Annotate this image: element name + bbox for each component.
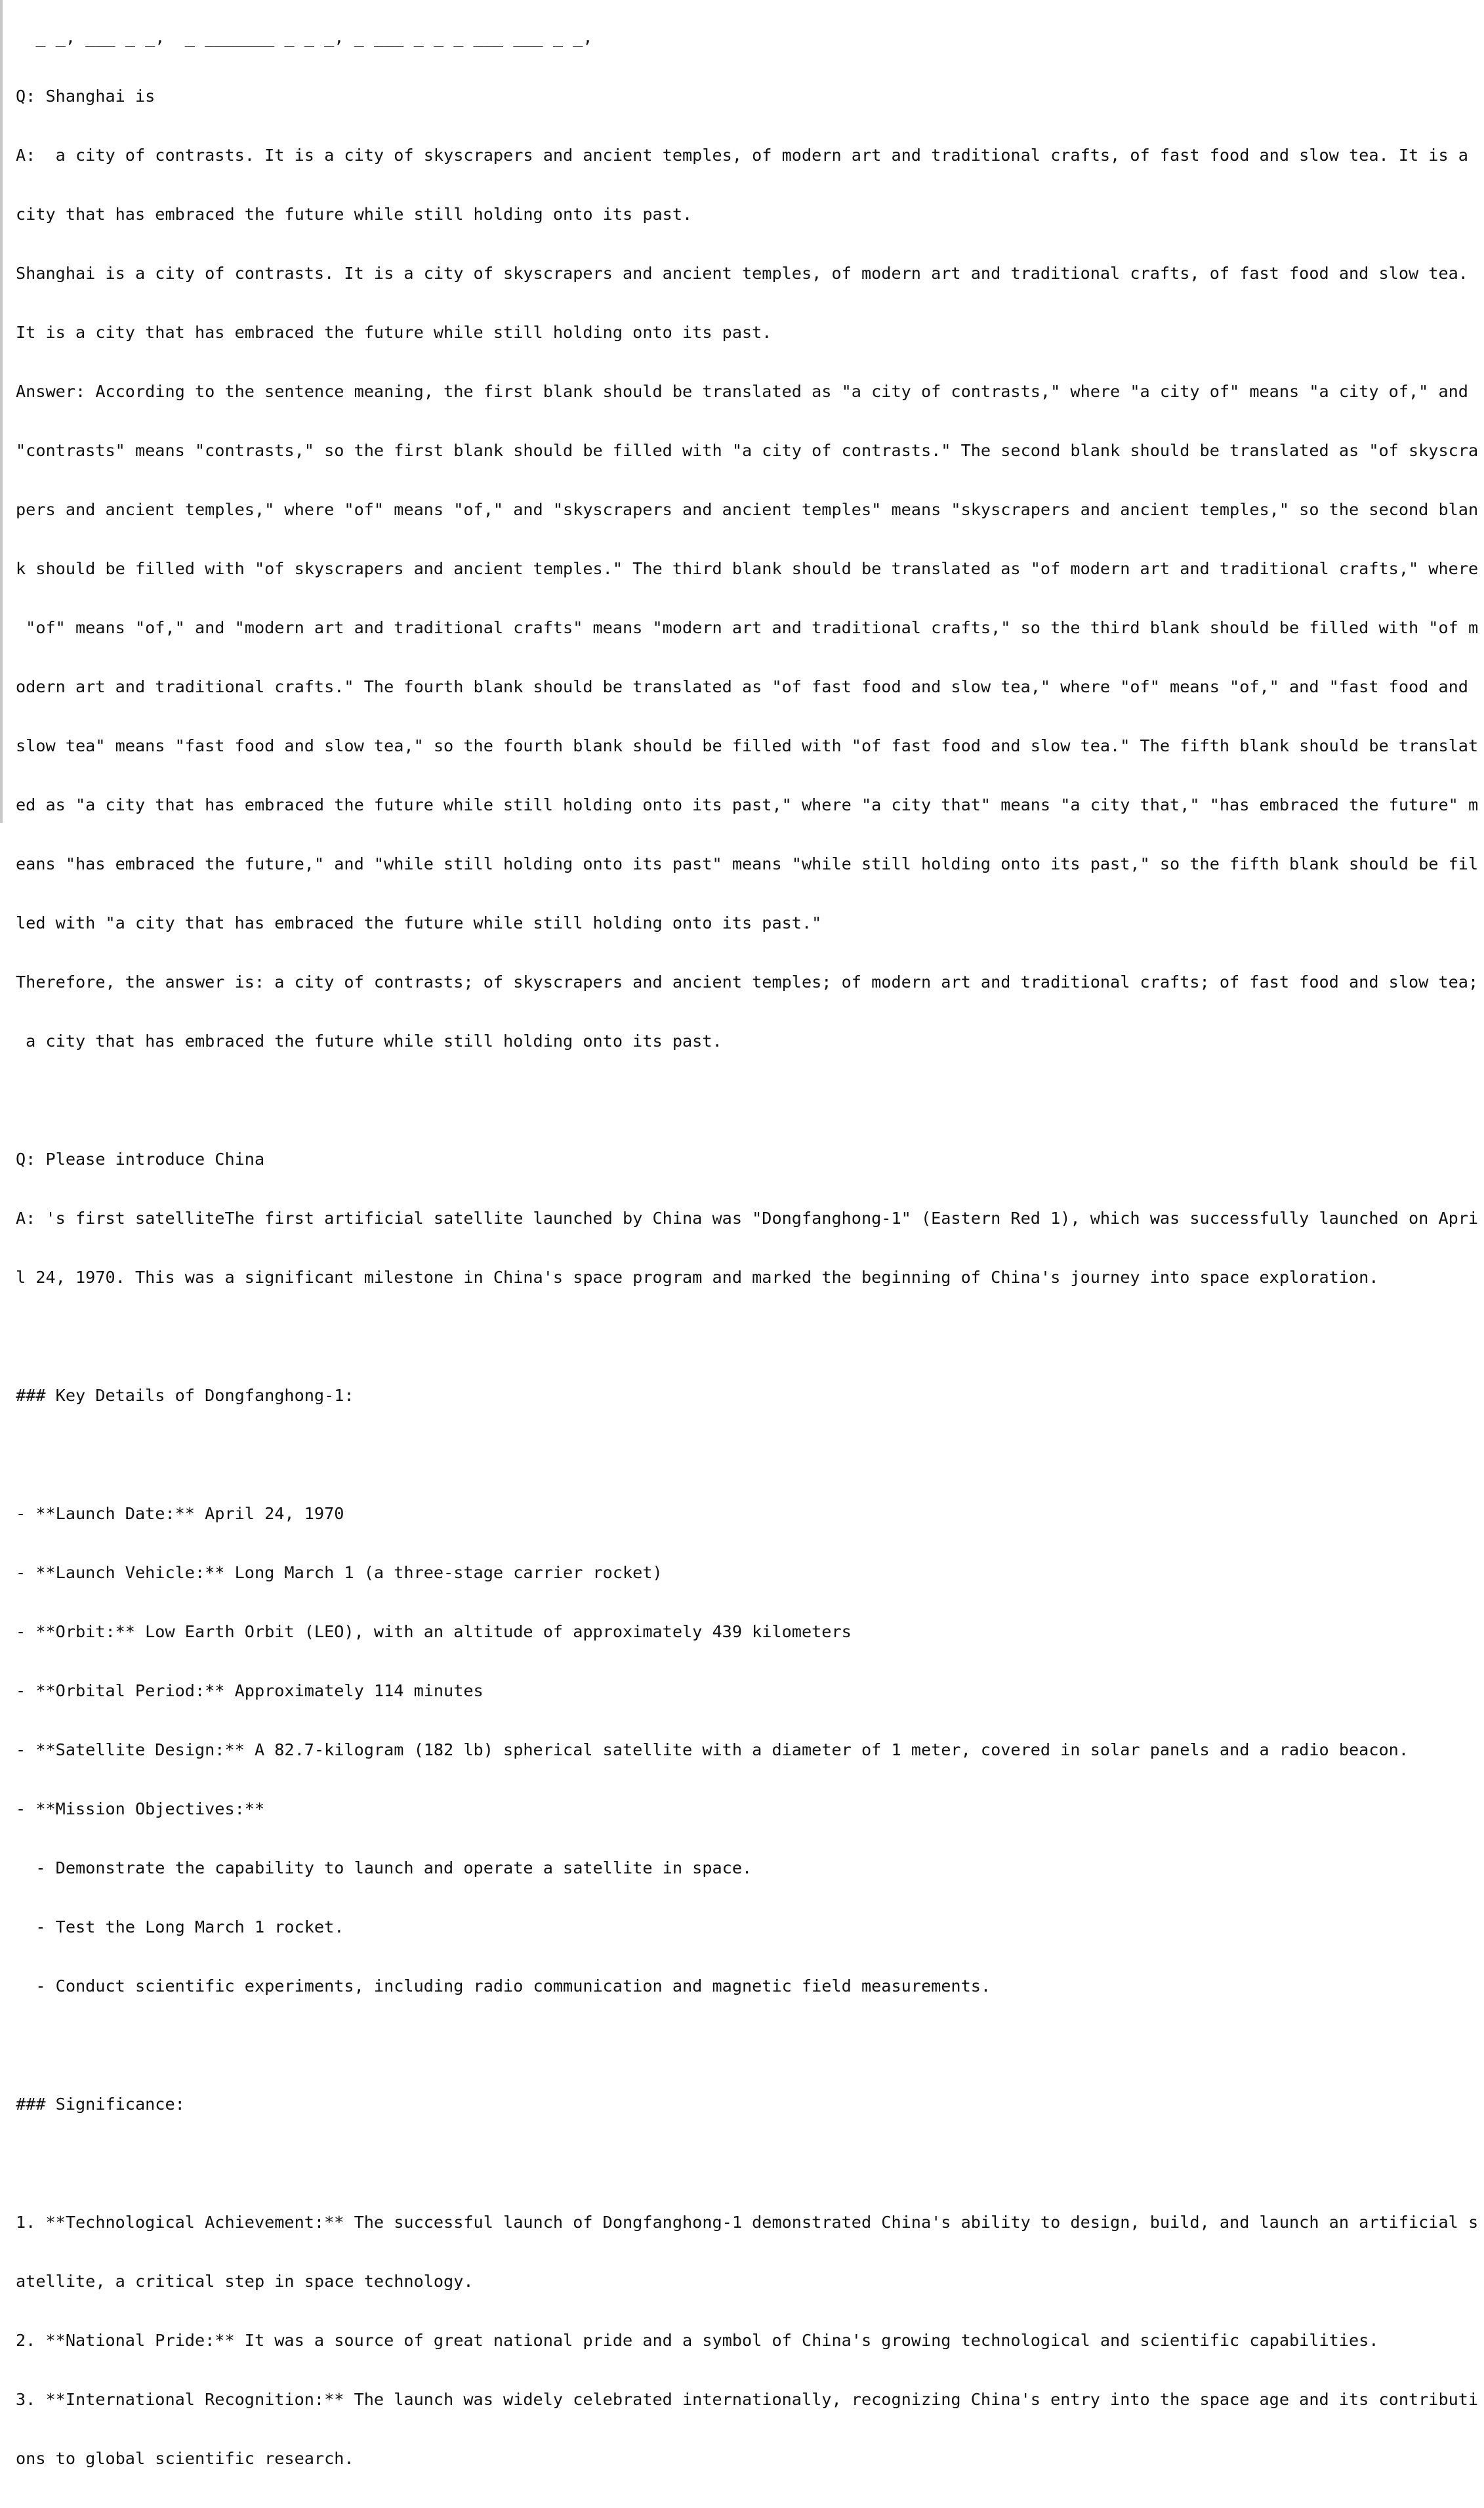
- terminal-line: [16, 2154, 1479, 2173]
- terminal-line: - **Satellite Design:** A 82.7-kilogram (182 lb) spherical satellite with a diameter of 1 meter, covered in solar panels and a radio beacon.: [16, 1740, 1409, 1759]
- terminal-line: - **Orbit:** Low Earth Orbit (LEO), with an altitude of approximately 439 kilometers: [16, 1622, 852, 1641]
- terminal-line: - **Orbital Period:** Approximately 114 minutes: [16, 1681, 484, 1700]
- terminal-line: pers and ancient temples," where "of" means "of," and "skyscrapers and ancient temples" means "skyscrapers and ancient temples," so the second blan: [16, 500, 1479, 519]
- terminal-line: k should be filled with "of skyscrapers and ancient temples." The third blank should be translated as "of modern art and traditional crafts," where: [16, 559, 1479, 578]
- terminal-line: [16, 1091, 1479, 1110]
- terminal-line: [16, 1445, 1479, 1465]
- terminal-line: city that has embraced the future while still holding onto its past.: [16, 205, 693, 224]
- terminal-line: - Demonstrate the capability to launch and operate a satellite in space.: [16, 1858, 752, 1877]
- terminal-line: - **Mission Objectives:**: [16, 1799, 265, 1818]
- terminal-line: - **Launch Date:** April 24, 1970: [16, 1504, 344, 1523]
- terminal-line: l 24, 1970. This was a significant milestone in China's space program and marked the beginning of China's journey into space exploration.: [16, 1268, 1379, 1287]
- terminal-line: [16, 2036, 1479, 2055]
- terminal-line: Q: Shanghai is: [16, 87, 155, 106]
- terminal-line: slow tea" means "fast food and slow tea," so the fourth blank should be filled with "of fast food and slow tea." The fifth blank should be translat: [16, 736, 1479, 755]
- terminal-line: led with "a city that has embraced the future while still holding onto its past.": [16, 913, 822, 932]
- terminal-line: ### Significance:: [16, 2095, 185, 2114]
- terminal-output[interactable]: [16, 0, 1479, 2508]
- terminal-line: Therefore, the answer is: a city of contrasts; of skyscrapers and ancient temples; of modern art and traditional crafts; of fast food and slow tea;: [16, 972, 1479, 992]
- terminal-line: Answer: According to the sentence meaning, the first blank should be translated as "a city of contrasts," where "a city of" means "a city of," and: [16, 382, 1468, 401]
- terminal-line: It is a city that has embraced the future while still holding onto its past.: [16, 323, 772, 342]
- terminal-line: ed as "a city that has embraced the future while still holding onto its past," where "a city that" means "a city that," "has embraced the future" m: [16, 795, 1479, 814]
- terminal-line: _ _, ___ _ _, _ _______ _ _ _, _ ___ _ _ _ ___ ___ _ _,: [16, 28, 593, 47]
- terminal-line: 2. **National Pride:** It was a source of great national pride and a symbol of China's growing technological and scientific capabilities.: [16, 2331, 1379, 2350]
- terminal-line: 1. **Technological Achievement:** The successful launch of Dongfanghong-1 demonstrated China's ability to design, build, and launch an artificial s: [16, 2213, 1479, 2232]
- terminal-line: eans "has embraced the future," and "while still holding onto its past" means "while still holding onto its past," so the fifth blank should be fil: [16, 854, 1479, 873]
- terminal-line: - Test the Long March 1 rocket.: [16, 1917, 344, 1936]
- terminal-line: Q: Please introduce China: [16, 1150, 265, 1169]
- terminal-line: ons to global scientific research.: [16, 2449, 354, 2468]
- terminal-line: 3. **International Recognition:** The launch was widely celebrated internationally, recognizing China's entry into the space age and its contributi: [16, 2390, 1479, 2409]
- terminal-line: odern art and traditional crafts." The fourth blank should be translated as "of fast food and slow tea," where "of" means "of," and "fast food and: [16, 677, 1468, 696]
- terminal-line: - Conduct scientific experiments, including radio communication and magnetic field measurements.: [16, 1976, 991, 1996]
- terminal-line: ### Key Details of Dongfanghong-1:: [16, 1386, 354, 1405]
- terminal-line: "contrasts" means "contrasts," so the first blank should be filled with "a city of contrasts." The second blank should be translated as "of skyscra: [16, 441, 1479, 460]
- terminal-line: [16, 1327, 1479, 1347]
- terminal-line: A: a city of contrasts. It is a city of skyscrapers and ancient temples, of modern art and traditional crafts, of fast food and slow tea. It is a: [16, 146, 1468, 165]
- terminal-line: "of" means "of," and "modern art and traditional crafts" means "modern art and traditional crafts," so the third blank should be filled with "of m: [16, 618, 1479, 637]
- terminal-line: A: 's first satelliteThe first artificial satellite launched by China was "Dongfanghong-1" (Eastern Red 1), which was successfully launched on Apri: [16, 1209, 1479, 1228]
- terminal-line: a city that has embraced the future while still holding onto its past.: [16, 1032, 722, 1051]
- terminal-line: - **Launch Vehicle:** Long March 1 (a three-stage carrier rocket): [16, 1563, 663, 1582]
- window-left-border: [0, 0, 3, 823]
- terminal-line: atellite, a critical step in space technology.: [16, 2272, 474, 2291]
- terminal-line: Shanghai is a city of contrasts. It is a city of skyscrapers and ancient temples, of modern art and traditional crafts, of fast food and slow tea.: [16, 264, 1468, 283]
